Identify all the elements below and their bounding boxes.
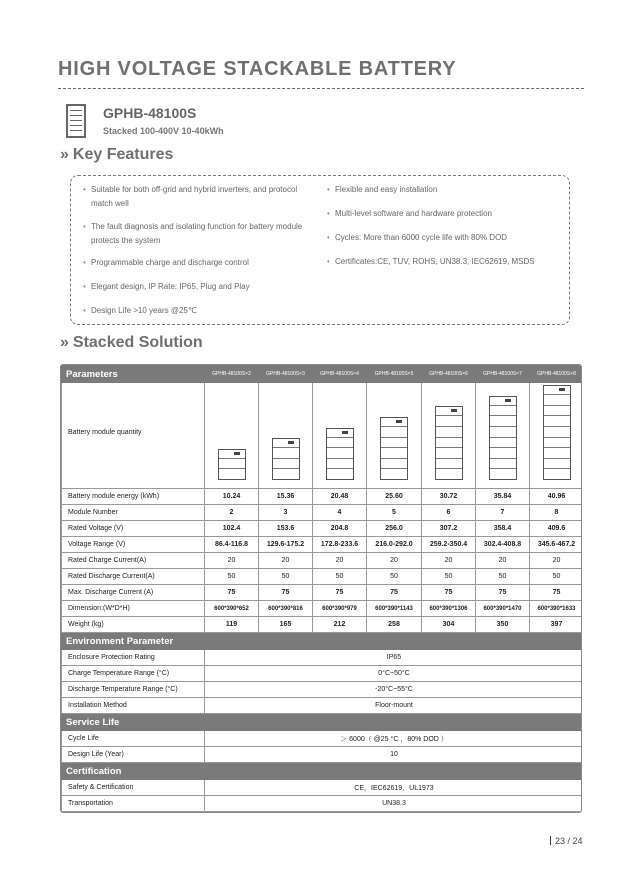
- module-quantity-row: [62, 383, 583, 489]
- row-label: Enclosure Protection Rating: [62, 650, 205, 666]
- double-arrow-icon: »: [60, 334, 69, 351]
- battery-module: [436, 447, 462, 458]
- battery-module: [273, 458, 299, 469]
- spec-value: 165: [259, 617, 313, 633]
- spec-value: 35.84: [476, 489, 530, 505]
- spec-value: 75: [205, 585, 259, 601]
- spec-value: 86.4-116.8: [205, 537, 259, 553]
- spec-value: 20: [422, 553, 476, 569]
- battery-module: [436, 437, 462, 448]
- battery-top-module: [381, 418, 407, 426]
- battery-module: [544, 405, 570, 416]
- battery-module: [327, 437, 353, 448]
- document-title: HIGH VOLTAGE STACKABLE BATTERY: [58, 58, 457, 80]
- certification-section-header-row: [62, 763, 583, 780]
- stack-cell: [476, 383, 530, 489]
- spec-value: 25.60: [367, 489, 422, 505]
- stack-cell: [367, 383, 422, 489]
- battery-module: [381, 468, 407, 479]
- spec-value: 20: [367, 553, 422, 569]
- spec-value: 129.6-175.2: [259, 537, 313, 553]
- product-model: GPHB-48100S: [103, 105, 197, 121]
- battery-module: [490, 447, 516, 458]
- spec-value: -20°C~55°C: [205, 682, 583, 698]
- parameters-header-row: [62, 366, 583, 383]
- battery-top-module: [273, 439, 299, 447]
- feature-item: • Multi-level software and hardware protection: [327, 207, 562, 221]
- battery-module: [381, 447, 407, 458]
- title-divider: [58, 88, 584, 89]
- spec-value: 600*390*1306: [422, 601, 476, 617]
- spec-value: 397: [530, 617, 583, 633]
- spec-row: [62, 585, 583, 601]
- row-label: Voltage Range (V): [62, 537, 205, 553]
- stacked-solution-title: Stacked Solution: [72, 334, 203, 351]
- model-header: GPHB-48100S×2: [205, 366, 259, 383]
- spec-value: CE，IEC62619，UL1973: [205, 780, 583, 796]
- stack-cell: [422, 383, 476, 489]
- battery-module: [436, 426, 462, 437]
- row-label: Charge Temperature Range (°C): [62, 666, 205, 682]
- battery-module: [544, 458, 570, 469]
- environment-section-title: Environment Parameter: [62, 633, 583, 650]
- spec-value: 409.6: [530, 521, 583, 537]
- spec-value: Floor-mount: [205, 698, 583, 714]
- row-label: Rated Charge Current(A): [62, 553, 205, 569]
- stack-cell: [205, 383, 259, 489]
- row-label: Safety & Certification: [62, 780, 205, 796]
- spec-value: 358.4: [476, 521, 530, 537]
- row-label: Cycle Life: [62, 731, 205, 747]
- stack-cell: [259, 383, 313, 489]
- battery-module: [436, 458, 462, 469]
- spec-value: 50: [530, 569, 583, 585]
- row-label: Rated Voltage (V): [62, 521, 205, 537]
- battery-module: [490, 405, 516, 416]
- battery-stack-8-icon: [543, 385, 571, 480]
- spec-value: 20: [476, 553, 530, 569]
- spec-value: 259.2-350.4: [422, 537, 476, 553]
- battery-module: [490, 415, 516, 426]
- battery-stack-6-icon: [435, 406, 463, 480]
- model-header: GPHB-48100S×8: [530, 366, 583, 383]
- battery-module: [273, 468, 299, 479]
- spec-value: 10.24: [205, 489, 259, 505]
- battery-module: [219, 468, 245, 479]
- battery-module: [490, 458, 516, 469]
- environment-section-header-row: [62, 633, 583, 650]
- spec-value: 350: [476, 617, 530, 633]
- spec-value: 4: [313, 505, 367, 521]
- spec-value: 75: [259, 585, 313, 601]
- spec-row: [62, 650, 583, 666]
- feature-item: • Cycles: More than 6000 cycle life with 80% DOD: [327, 231, 562, 245]
- row-label: Rated Discharge Current(A): [62, 569, 205, 585]
- spec-row: [62, 731, 583, 747]
- product-subtitle: Stacked 100-400V 10-40kWh: [103, 126, 224, 136]
- feature-item: • Elegant design, IP Rate: IP65, Plug and Play: [83, 280, 305, 294]
- row-label: Battery module quantity: [62, 383, 205, 489]
- spec-row: [62, 796, 583, 812]
- spec-value: 75: [313, 585, 367, 601]
- parameters-header: Parameters: [62, 366, 205, 383]
- spec-value: 204.8: [313, 521, 367, 537]
- stack-cell: [313, 383, 367, 489]
- spec-value: 20: [313, 553, 367, 569]
- spec-value: 345.6-467.2: [530, 537, 583, 553]
- battery-module: [327, 468, 353, 479]
- spec-row: [62, 682, 583, 698]
- battery-module: [490, 468, 516, 479]
- spec-value: 20: [259, 553, 313, 569]
- row-label: Transportation: [62, 796, 205, 812]
- spec-row: [62, 601, 583, 617]
- spec-value: 212: [313, 617, 367, 633]
- spec-value: 10: [205, 747, 583, 763]
- feature-item: • Suitable for both off-grid and hybrid inverters, and protocol match well: [83, 183, 305, 211]
- spec-value: 30.72: [422, 489, 476, 505]
- spec-row: [62, 521, 583, 537]
- spec-value: 600*390*1470: [476, 601, 530, 617]
- model-header: GPHB-48100S×3: [259, 366, 313, 383]
- battery-module: [544, 415, 570, 426]
- spec-value: 75: [476, 585, 530, 601]
- battery-module: [327, 458, 353, 469]
- spec-value: 8: [530, 505, 583, 521]
- battery-module: [490, 437, 516, 448]
- spec-value: 75: [367, 585, 422, 601]
- stack-cell: [530, 383, 583, 489]
- spec-value: 600*390*979: [313, 601, 367, 617]
- model-header: GPHB-48100S×4: [313, 366, 367, 383]
- battery-module: [381, 426, 407, 437]
- battery-module: [544, 437, 570, 448]
- spec-value: 20: [530, 553, 583, 569]
- model-header: GPHB-48100S×7: [476, 366, 530, 383]
- row-label: Design Life (Year): [62, 747, 205, 763]
- battery-stack-4-icon: [326, 428, 354, 480]
- spec-value: 50: [313, 569, 367, 585]
- page-number-text: 23 / 24: [555, 836, 583, 846]
- row-label: Battery module energy (kWh): [62, 489, 205, 505]
- battery-module: [544, 426, 570, 437]
- spec-row: [62, 666, 583, 682]
- battery-module: [544, 394, 570, 405]
- spec-value: 75: [530, 585, 583, 601]
- spec-value: UN38.3: [205, 796, 583, 812]
- battery-stack-7-icon: [489, 396, 517, 480]
- row-label: Module Number: [62, 505, 205, 521]
- battery-top-module: [544, 386, 570, 394]
- spec-value: 6: [422, 505, 476, 521]
- feature-item: • Flexible and easy installation: [327, 183, 562, 197]
- battery-module: [327, 447, 353, 458]
- key-features-title: Key Features: [72, 146, 174, 163]
- spec-value: 2: [205, 505, 259, 521]
- battery-top-module: [327, 429, 353, 437]
- feature-item: • The fault diagnosis and isolating function for battery module protects the system: [83, 220, 305, 248]
- spec-row: [62, 505, 583, 521]
- spec-row: [62, 569, 583, 585]
- features-panel: [70, 175, 570, 325]
- battery-module: [381, 458, 407, 469]
- spec-value: 119: [205, 617, 259, 633]
- spec-value: 302.4-408.8: [476, 537, 530, 553]
- spec-value: 304: [422, 617, 476, 633]
- battery-module: [273, 447, 299, 458]
- battery-stack-3-icon: [272, 438, 300, 480]
- model-header: GPHB-48100S×6: [422, 366, 476, 383]
- spec-value: 7: [476, 505, 530, 521]
- spec-value: 15.36: [259, 489, 313, 505]
- certification-section-title: Certification: [62, 763, 583, 780]
- service-life-section-title: Service Life: [62, 714, 583, 731]
- battery-stack-2-icon: [218, 449, 246, 480]
- double-arrow-icon: »: [60, 146, 69, 163]
- spec-value: 0°C~50°C: [205, 666, 583, 682]
- row-label: Max. Discharge Current (A): [62, 585, 205, 601]
- spec-row: [62, 553, 583, 569]
- battery-module: [544, 447, 570, 458]
- spec-value: 50: [205, 569, 259, 585]
- row-label: Weight (kg): [62, 617, 205, 633]
- spec-value: 600*390*1143: [367, 601, 422, 617]
- row-label: Installation Method: [62, 698, 205, 714]
- spec-value: 50: [259, 569, 313, 585]
- feature-item: • Programmable charge and discharge control: [83, 256, 305, 270]
- spec-row: [62, 698, 583, 714]
- spec-value: 307.2: [422, 521, 476, 537]
- battery-module: [436, 415, 462, 426]
- battery-top-module: [436, 407, 462, 415]
- spec-value: 50: [476, 569, 530, 585]
- battery-module: [490, 426, 516, 437]
- spec-value: ＞ 6000（ @25 °C ，80% DOD ）: [205, 731, 583, 747]
- battery-module: [436, 468, 462, 479]
- stacked-solution-heading: [60, 334, 203, 352]
- battery-stack-5-icon: [380, 417, 408, 480]
- spec-value: 50: [422, 569, 476, 585]
- feature-item: • Design Life >10 years @25℃: [83, 304, 305, 318]
- spec-value: 102.4: [205, 521, 259, 537]
- spec-table: [61, 365, 582, 812]
- feature-item: • Certificates:CE, TUV, ROHS, UN38.3, IEC62619, MSDS: [327, 255, 562, 269]
- spec-table-container: [60, 364, 582, 813]
- spec-value: 20: [205, 553, 259, 569]
- battery-module: [544, 468, 570, 479]
- spec-value: 600*390*816: [259, 601, 313, 617]
- row-label: Discharge Temperature Range (°C): [62, 682, 205, 698]
- spec-row: [62, 489, 583, 505]
- key-features-heading: [60, 146, 173, 164]
- battery-top-module: [490, 397, 516, 405]
- spec-value: 50: [367, 569, 422, 585]
- spec-value: 600*390*1633: [530, 601, 583, 617]
- spec-value: IP65: [205, 650, 583, 666]
- spec-value: 256.0: [367, 521, 422, 537]
- spec-value: 3: [259, 505, 313, 521]
- spec-value: 258: [367, 617, 422, 633]
- spec-value: 20.48: [313, 489, 367, 505]
- spec-value: 5: [367, 505, 422, 521]
- battery-module: [381, 437, 407, 448]
- spec-row: [62, 617, 583, 633]
- page-number: [550, 836, 583, 846]
- spec-value: 172.8-233.6: [313, 537, 367, 553]
- battery-stack-icon: [66, 104, 86, 138]
- service-life-section-header-row: [62, 714, 583, 731]
- model-header: GPHB-48100S×5: [367, 366, 422, 383]
- row-label: Dimension:(W*D*H): [62, 601, 205, 617]
- spec-value: 40.96: [530, 489, 583, 505]
- spec-value: 153.6: [259, 521, 313, 537]
- spec-row: [62, 780, 583, 796]
- spec-row: [62, 747, 583, 763]
- spec-row: [62, 537, 583, 553]
- battery-top-module: [219, 450, 245, 458]
- spec-value: 600*390*652: [205, 601, 259, 617]
- spec-value: 75: [422, 585, 476, 601]
- spec-value: 216.0-292.0: [367, 537, 422, 553]
- battery-module: [219, 458, 245, 469]
